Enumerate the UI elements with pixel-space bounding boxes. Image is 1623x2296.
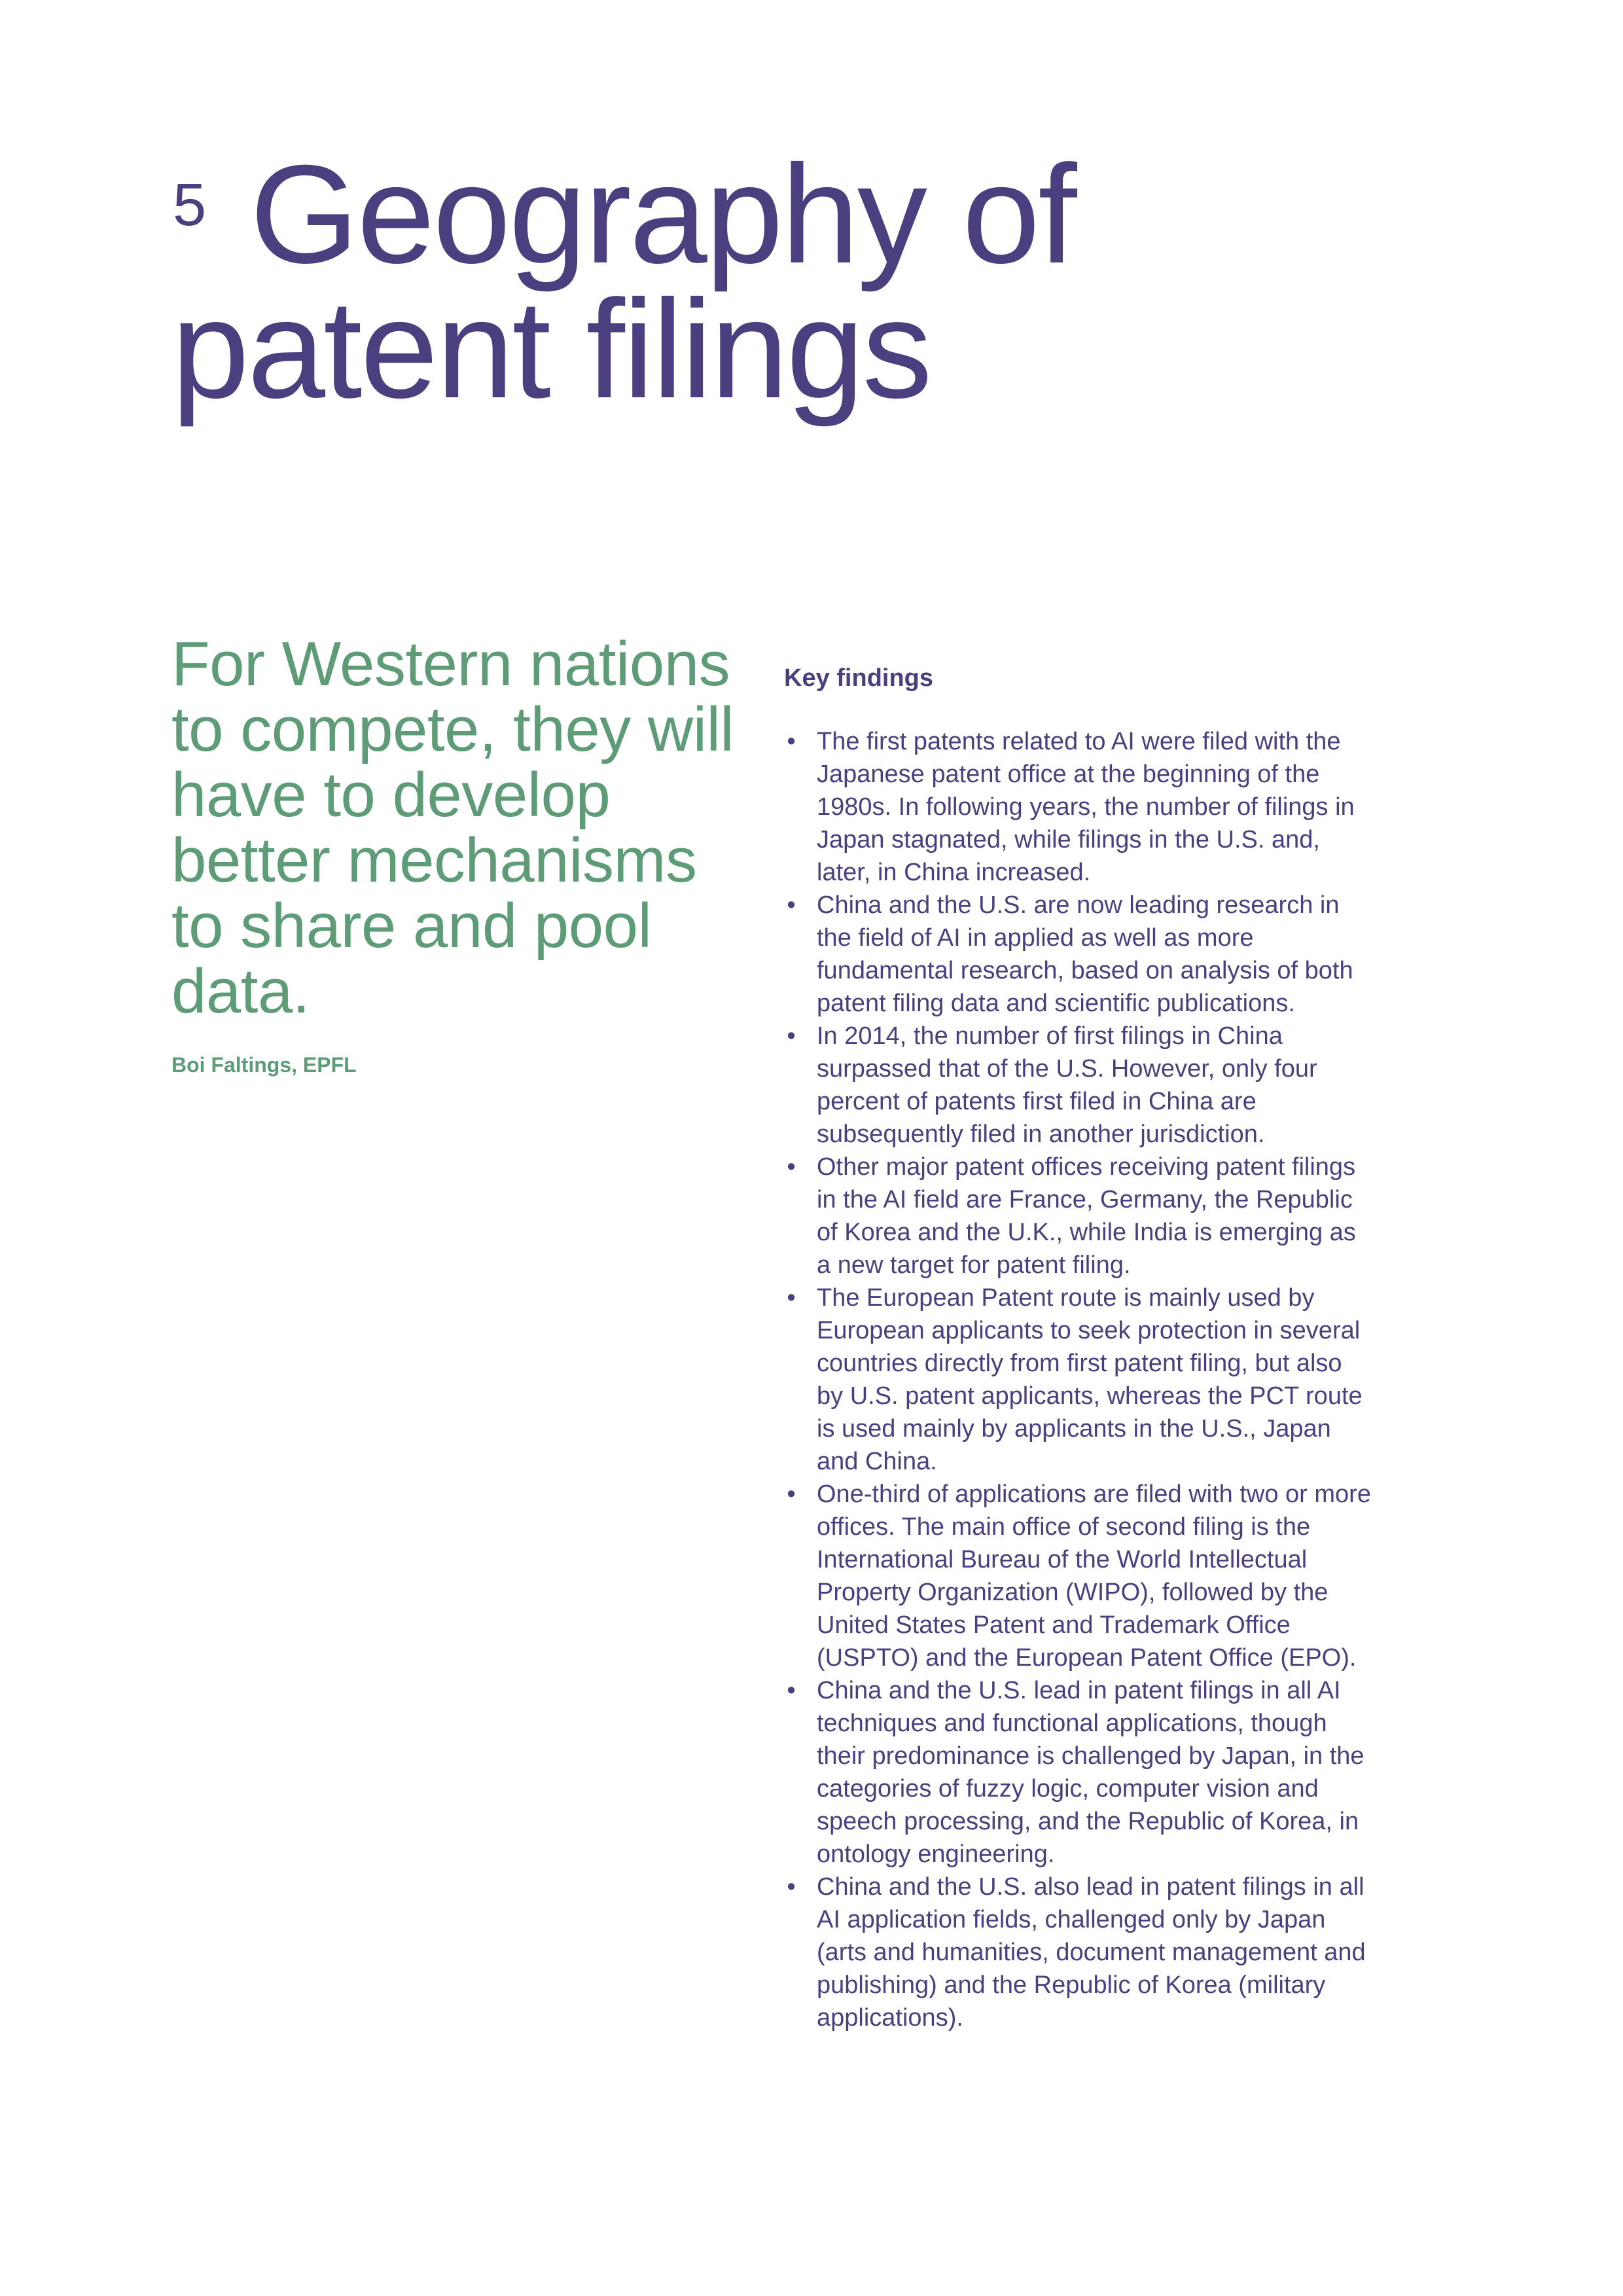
finding-item <box>784 1282 1373 1478</box>
key-findings-heading: Key findings <box>784 664 934 692</box>
bullet-icon: • <box>787 728 796 755</box>
finding-item <box>784 889 1373 1020</box>
finding-text: The European Patent route is mainly used by European applicants to seek protection in several countries directly from first patent filing, but also by U.S. patent applicants, whereas the PCT route is used mainly by applicants in the U.S., Japan and China. <box>817 1284 1363 1475</box>
key-findings-list <box>784 725 1373 2034</box>
finding-text: One-third of applications are filed with two or more offices. The main office of second filing is the International Bureau of the World Intellectual Property Organization (WIPO), followed by the United States Patent and Trademark Office (USPTO) and the European Patent Office (EPO). <box>817 1480 1371 1672</box>
chapter-number: 5 <box>173 171 207 238</box>
finding-item <box>784 1871 1373 2034</box>
bullet-icon: • <box>787 1284 796 1312</box>
finding-item <box>784 1478 1373 1674</box>
finding-item <box>784 1151 1373 1282</box>
bullet-icon: • <box>787 891 796 919</box>
pull-quote <box>171 629 760 1078</box>
finding-text: In 2014, the number of first filings in China surpassed that of the U.S. However, only four percent of patents first filed in China are subsequently filed in another jurisdiction. <box>817 1022 1317 1148</box>
bullet-icon: • <box>787 1022 796 1050</box>
quote-attribution: Boi Faltings, EPFL <box>171 1053 357 1077</box>
finding-item <box>784 1674 1373 1871</box>
finding-text: Other major patent offices receiving patent filings in the AI field are France, Germany, the Republic of Korea and the U.K., while India is emerging as a new target for patent filing. <box>817 1153 1356 1279</box>
key-findings-section <box>784 662 1373 2034</box>
bullet-icon: • <box>787 1480 796 1508</box>
quote-text: For Western nations to compete, they will have to develop better mechanisms to share and pool data. <box>171 629 734 1026</box>
finding-text: China and the U.S. also lead in patent filings in all AI application fields, challenged only by Japan (arts and humanities, document management and publishing) and the Republic of Korea (military applications). <box>817 1873 1366 2032</box>
finding-text: The first patents related to AI were filed with the Japanese patent office at the beginning of the 1980s. In following years, the number of filings in Japan stagnated, while filings in the U.S. and, later, in China increased. <box>817 728 1355 886</box>
bullet-icon: • <box>787 1873 796 1901</box>
finding-text: China and the U.S. are now leading research in the field of AI in applied as well as more fundamental research, based on analysis of both patent filing data and scientific publications. <box>817 891 1353 1017</box>
chapter-title: Geography of patent filings <box>171 136 1075 427</box>
finding-text: China and the U.S. lead in patent filings in all AI techniques and functional applications, though their predominance is challenged by Japan, in the categories of fuzzy logic, computer vision and speech processing, and the Republic of Korea, in ontology engineering. <box>817 1677 1364 1868</box>
bullet-icon: • <box>787 1153 796 1181</box>
finding-item <box>784 725 1373 889</box>
finding-item <box>784 1020 1373 1151</box>
bullet-icon: • <box>787 1677 796 1704</box>
